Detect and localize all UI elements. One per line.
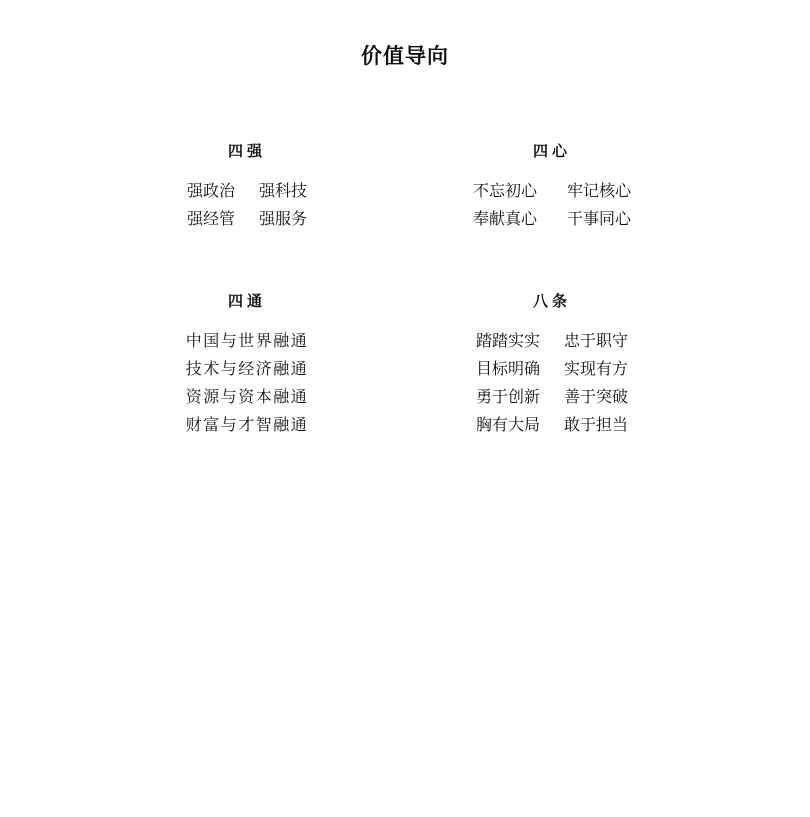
phrase: 干事同心	[567, 209, 632, 228]
text-line: 技术与经济融通	[185, 359, 309, 378]
phrase: 忠于职守	[564, 331, 629, 350]
section-heading: 八条	[532, 292, 571, 310]
text-line: 资源与资本融通	[185, 387, 309, 406]
text-row	[97, 205, 397, 233]
section-ba-tiao	[402, 290, 702, 439]
phrase: 踏踏实实	[475, 331, 540, 350]
phrase: 牢记核心	[567, 181, 632, 200]
text-row	[402, 205, 702, 233]
section-si-tong	[97, 290, 397, 439]
section-si-xin	[402, 140, 702, 233]
page-title: 价值导向	[361, 44, 449, 68]
text-line: 财富与才智融通	[185, 415, 309, 434]
text-row	[97, 177, 397, 205]
phrase: 强经管	[186, 209, 235, 228]
phrase: 不忘初心	[472, 181, 537, 200]
phrase: 勇于创新	[475, 387, 540, 406]
text-line: 中国与世界融通	[185, 331, 309, 350]
phrase: 善于突破	[564, 387, 629, 406]
section-si-qiang	[97, 140, 397, 233]
phrase: 强服务	[259, 209, 308, 228]
section-heading: 四强	[227, 142, 266, 160]
phrase: 胸有大局	[475, 415, 540, 434]
text-row	[402, 411, 702, 439]
text-row	[402, 177, 702, 205]
phrase: 敢于担当	[564, 415, 629, 434]
phrase: 目标明确	[475, 359, 540, 378]
section-heading: 四通	[227, 292, 266, 310]
phrase: 强政治	[186, 181, 235, 200]
phrase: 实现有方	[564, 359, 629, 378]
phrase: 奉献真心	[472, 209, 537, 228]
phrase: 强科技	[259, 181, 308, 200]
section-heading: 四心	[532, 142, 571, 160]
text-row	[402, 383, 702, 411]
text-row	[402, 355, 702, 383]
text-row	[402, 327, 702, 355]
